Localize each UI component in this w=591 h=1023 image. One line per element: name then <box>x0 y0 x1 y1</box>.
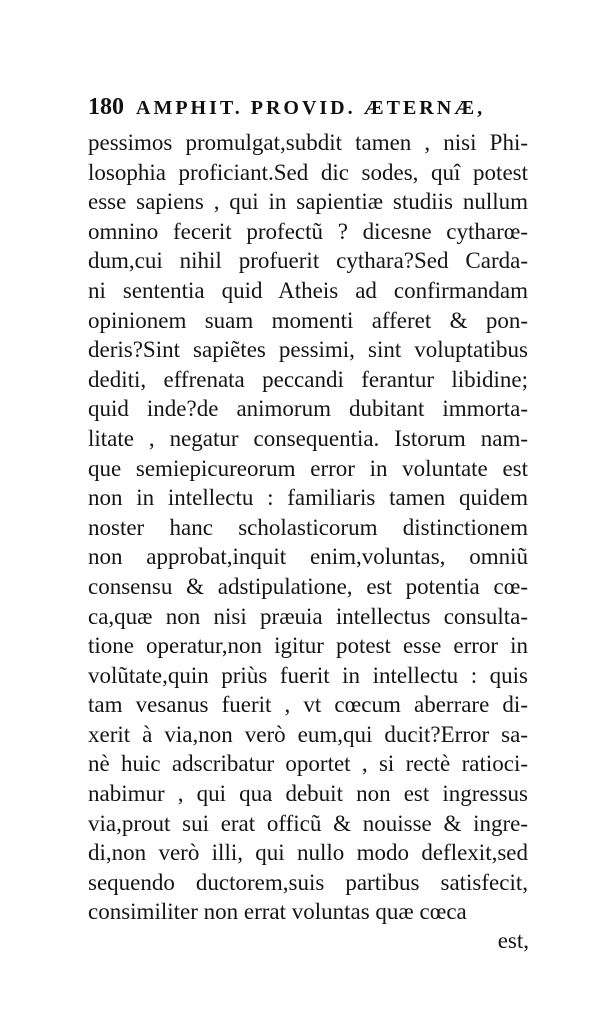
text-line: quid inde?de animorum dubitant immorta- <box>88 396 528 422</box>
text-line: nabimur , qui qua debuit non est ingressus <box>88 781 528 807</box>
text-line: non approbat,inquit enim,voluntas, omniũ <box>88 544 528 570</box>
text-line: deris?Sint sapiẽtes pessimi, sint voluptatibus <box>88 337 528 363</box>
text-line: dediti, effrenata peccandi ferantur libidine; <box>88 366 528 392</box>
text-line: litate , negatur consequentia. Istorum nam- <box>88 425 528 451</box>
text-line: consensu & adstipulatione, est potentia cœ- <box>88 573 528 599</box>
text-line: tam vesanus fuerit , vt cœcum aberrare di- <box>88 692 528 718</box>
running-title: AMPHIT. PROVID. ÆTERNÆ, <box>136 97 486 119</box>
text-line: losophia proficiant.Sed dic sodes, quî potest <box>88 159 528 185</box>
running-head <box>88 94 528 121</box>
text-line: sequendo ductorem,suis partibus satisfecit, <box>88 869 528 895</box>
body-text <box>88 128 528 927</box>
text-line: xerit à via,non verò eum,qui ducit?Error sa- <box>88 721 528 747</box>
text-line: ni sententia quid Atheis ad confirmandam <box>88 277 528 303</box>
text-line: pessimos promulgat,subdit tamen , nisi Phi- <box>88 130 528 155</box>
text-line: via,prout sui erat officũ & nouisse & ingre- <box>88 810 528 836</box>
text-line: omnino fecerit profectũ ? dicesne cytharœ- <box>88 218 528 244</box>
text-line: dum,cui nihil profuerit cythara?Sed Carda- <box>88 248 528 274</box>
text-line: ca,quæ non nisi præuia intellectus consulta- <box>88 603 528 629</box>
text-line: volũtate,quin priùs fuerit in intellectu : quis <box>88 662 528 688</box>
text-line: nè huic adscribatur oportet , si rectè ratioci- <box>88 751 528 777</box>
page-number: 180 <box>88 94 124 120</box>
text-line: opinionem suam momenti afferet & pon- <box>88 307 528 333</box>
text-line: tione operatur,non igitur potest esse error in <box>88 633 528 659</box>
text-line: di,non verò illi, qui nullo modo deflexit,sed <box>88 840 528 866</box>
text-line: que semiepicureorum error in voluntate est <box>88 455 528 481</box>
text-line: esse sapiens , qui in sapientiæ studiis nullum <box>88 189 528 215</box>
text-line: noster hanc scholasticorum distinctionem <box>88 514 528 540</box>
catchword: est, <box>497 928 529 953</box>
text-line: consimiliter non errat voluntas quæ cœca <box>88 899 467 925</box>
text-line: non in intellectu : familiaris tamen quidem <box>88 485 528 511</box>
